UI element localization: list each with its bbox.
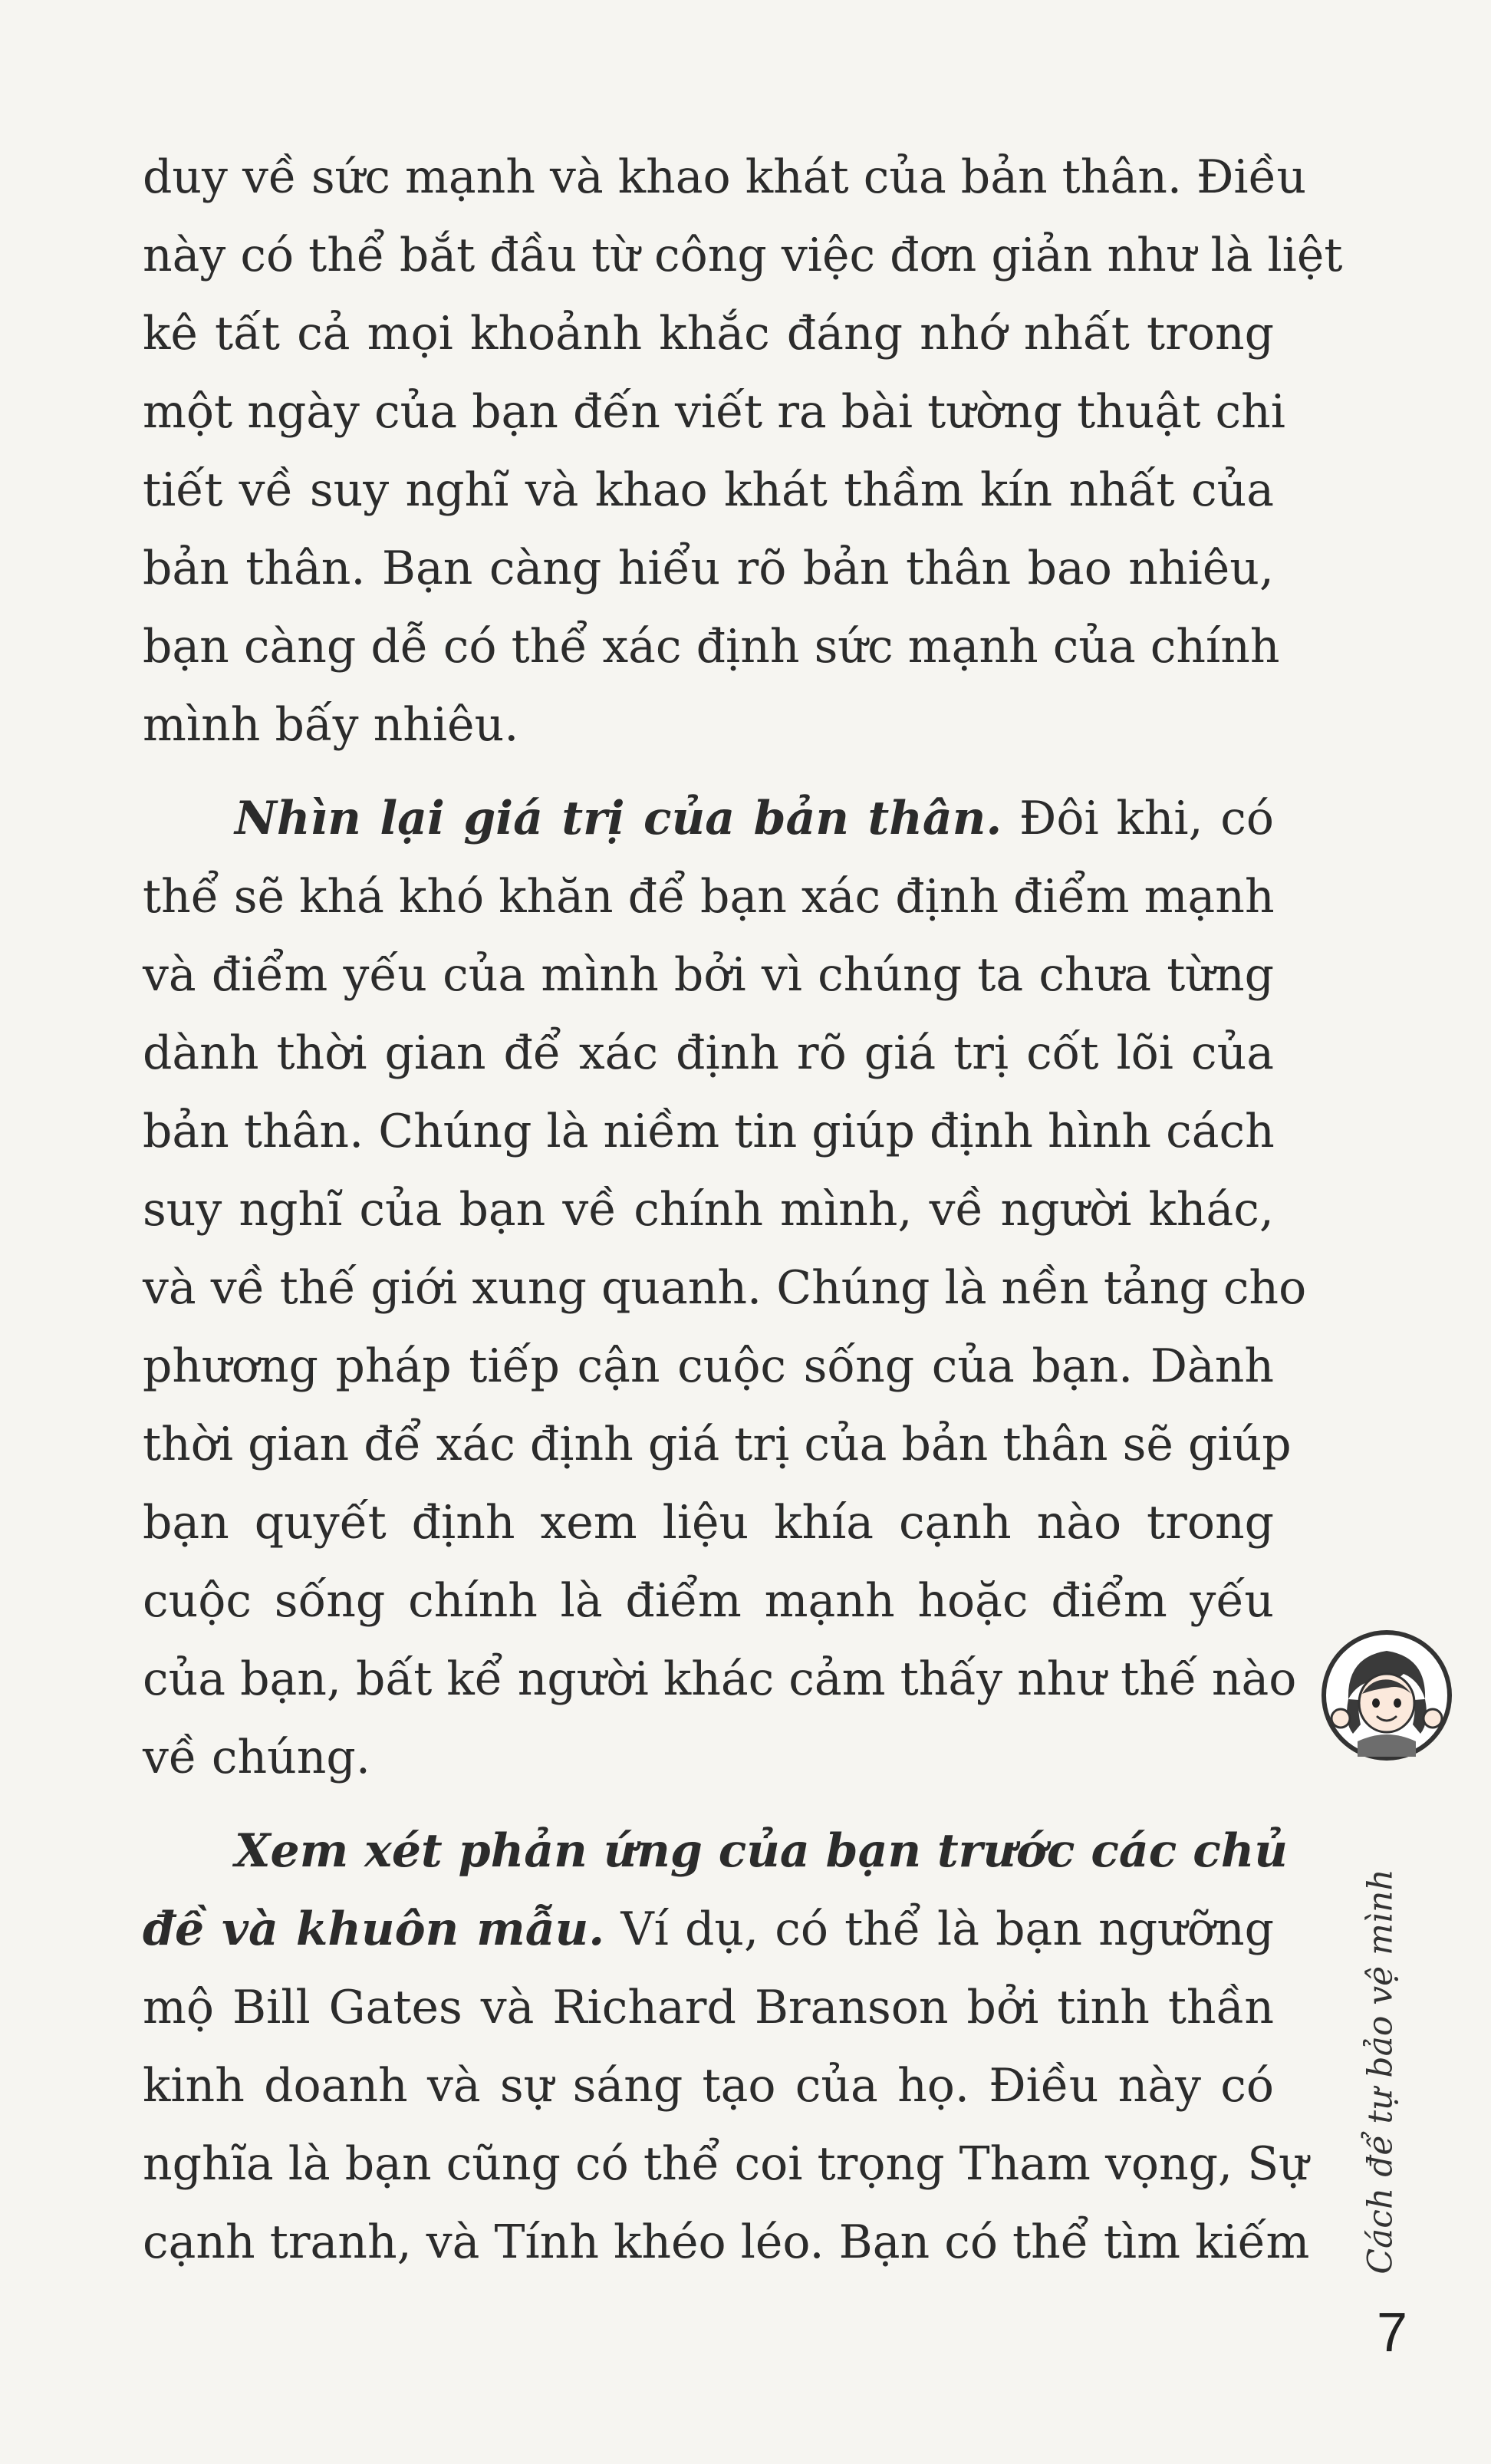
text-line: thời gian để xác định giá trị của bản thân sẽ giúp (143, 1418, 1292, 1471)
text-line (143, 1890, 1274, 1968)
section-heading: Xem xét phản ứng của bạn trước các chủ (235, 1824, 1288, 1878)
text-line: kê tất cả mọi khoảnh khắc đáng nhớ nhất trong (143, 307, 1274, 361)
text-line: về chúng. (143, 1731, 370, 1784)
text-line: bạn càng dễ có thể xác định sức mạnh của chính (143, 620, 1280, 674)
section-heading-continued: đề và khuôn mẫu. (143, 1902, 605, 1956)
text-line: bạn quyết định xem liệu khía cạnh nào trong (143, 1496, 1274, 1550)
text-line: cạnh tranh, và Tính khéo léo. Bạn có thể tìm kiếm (143, 2215, 1310, 2269)
girl-mascot-icon (1318, 1626, 1456, 1764)
paragraph-3 (143, 1812, 1310, 2281)
text-line: bản thân. Chúng là niềm tin giúp định hình cách (143, 1105, 1275, 1158)
text-line: nghĩa là bạn cũng có thể coi trọng Tham vọng, Sự (143, 2137, 1308, 2191)
text-line: duy về sức mạnh và khao khát của bản thân. Điều (143, 150, 1307, 204)
text-line: bản thân. Bạn càng hiểu rõ bản thân bao nhiêu, (143, 542, 1274, 595)
text-line: mình bấy nhiêu. (143, 698, 519, 752)
text-run: Ví dụ, có thể là bạn ngưỡng (604, 1902, 1274, 1956)
text-line: cuộc sống chính là điểm mạnh hoặc điểm yếu (143, 1574, 1274, 1628)
paragraph-1 (143, 138, 1343, 764)
paragraph-2 (143, 779, 1307, 1797)
page-number: 7 (1376, 2302, 1408, 2364)
text-line: suy nghĩ của bạn về chính mình, về người khác, (143, 1183, 1274, 1237)
text-run: Đôi khi, có (1002, 792, 1274, 845)
text-line: mộ Bill Gates và Richard Branson bởi tinh thần (143, 1981, 1274, 2034)
text-line: tiết về suy nghĩ và khao khát thầm kín nhất của (143, 463, 1274, 517)
text-line: dành thời gian để xác định rõ giá trị cốt lõi của (143, 1026, 1274, 1080)
text-line: của bạn, bất kể người khác cảm thấy như thế nào (143, 1652, 1297, 1706)
text-line: kinh doanh và sự sáng tạo của họ. Điều này có (143, 2059, 1274, 2113)
running-book-title (1335, 1826, 1427, 2317)
text-line (143, 1812, 1288, 1890)
text-line: một ngày của bạn đến viết ra bài tường thuật chi (143, 385, 1285, 439)
text-line (143, 779, 1274, 858)
text-line: và điểm yếu của mình bởi vì chúng ta chưa từng (143, 948, 1274, 1002)
body-text (143, 138, 1343, 2281)
text-line: và về thế giới xung quanh. Chúng là nền tảng cho (143, 1261, 1307, 1315)
text-line: phương pháp tiếp cận cuộc sống của bạn. Dành (143, 1339, 1274, 1393)
text-line: thể sẽ khá khó khăn để bạn xác định điểm mạnh (143, 870, 1275, 924)
book-title-text: Cách để tự bảo vệ mình (1361, 1868, 1400, 2275)
text-line: này có thể bắt đầu từ công việc đơn giản như là liệt (143, 229, 1343, 282)
section-heading: Nhìn lại giá trị của bản thân. (235, 792, 1002, 845)
